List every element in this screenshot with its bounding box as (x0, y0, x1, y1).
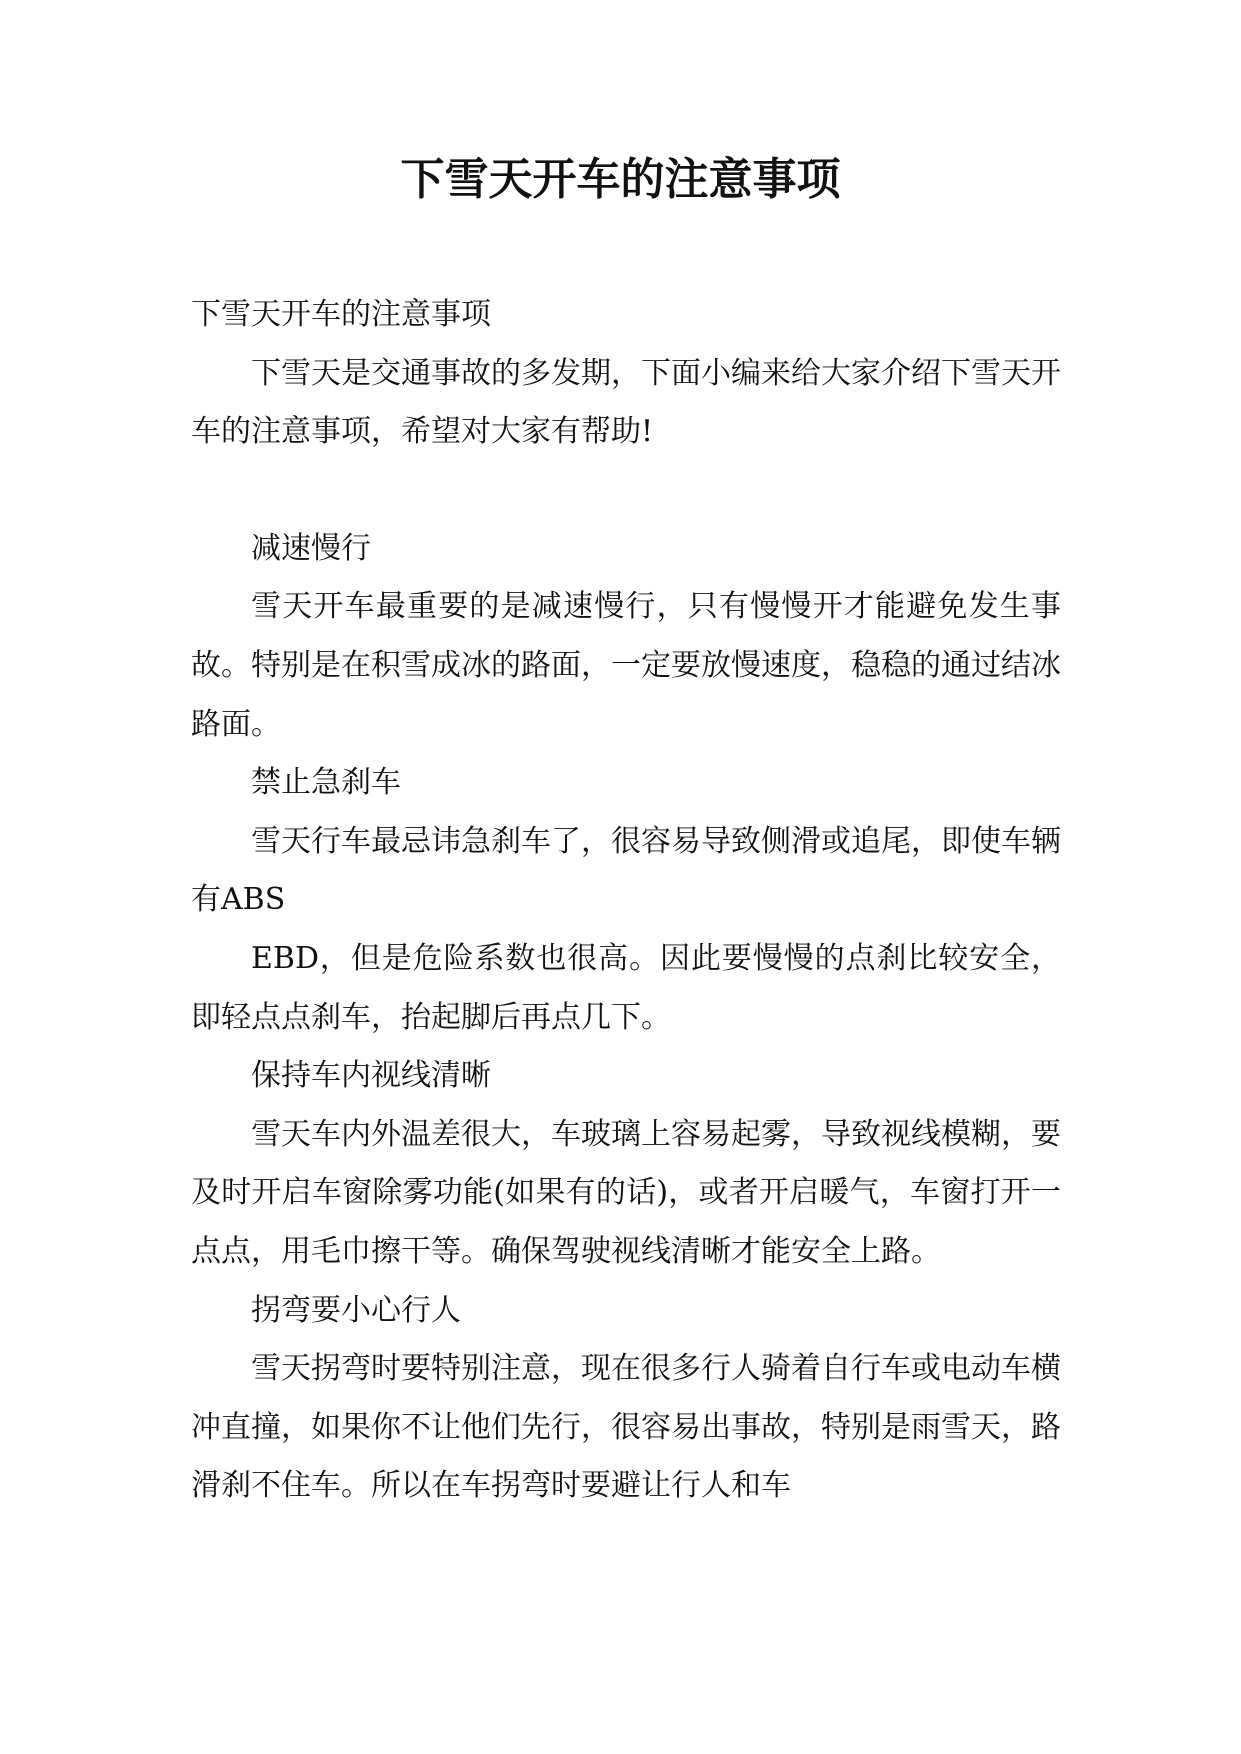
body-paragraph: 雪天开车最重要的是减速慢行，只有慢慢开才能避免发生事故。特别是在积雪成冰的路面，一定要放慢速度，稳稳的通过结冰路面。 (191, 589, 1061, 742)
section-heading: 保持车内视线清晰 (251, 1058, 491, 1094)
body-paragraph: 下雪天是交通事故的多发期，下面小编来给大家介绍下雪天开车的注意事项，希望对大家有帮助! (191, 355, 1061, 450)
paragraph-spacer (191, 462, 1061, 520)
body-paragraph: 雪天车内外温差很大，车玻璃上容易起雾，导致视线模糊，要及时开启车窗除雾功能(如果有的话)，或者开启暖气，车窗打开一点点，用毛巾擦干等。确保驾驶视线清晰才能安全上路。 (191, 1116, 1061, 1269)
section-heading: 禁止急刹车 (251, 765, 401, 801)
section-heading: 拐弯要小心行人 (251, 1292, 461, 1328)
body-paragraph: 雪天行车最忌讳急刹车了，很容易导致侧滑或追尾，即使车辆有ABS (191, 823, 1061, 918)
body-paragraph: EBD，但是危险系数也很高。因此要慢慢的点刹比较安全，即轻点点刹车，抬起脚后再点几下。 (191, 940, 1061, 1035)
body-paragraph: 雪天拐弯时要特别注意，现在很多行人骑着自行车或电动车横冲直撞，如果你不让他们先行，很容易出事故，特别是雨雪天，路滑刹不住车。所以在车拐弯时要避让行人和车 (191, 1351, 1061, 1504)
document-body (191, 286, 1061, 1516)
document-title: 下雪天开车的注意事项 (400, 154, 841, 205)
section-heading: 减速慢行 (251, 530, 371, 566)
body-paragraph: 下雪天开车的注意事项 (191, 297, 491, 332)
